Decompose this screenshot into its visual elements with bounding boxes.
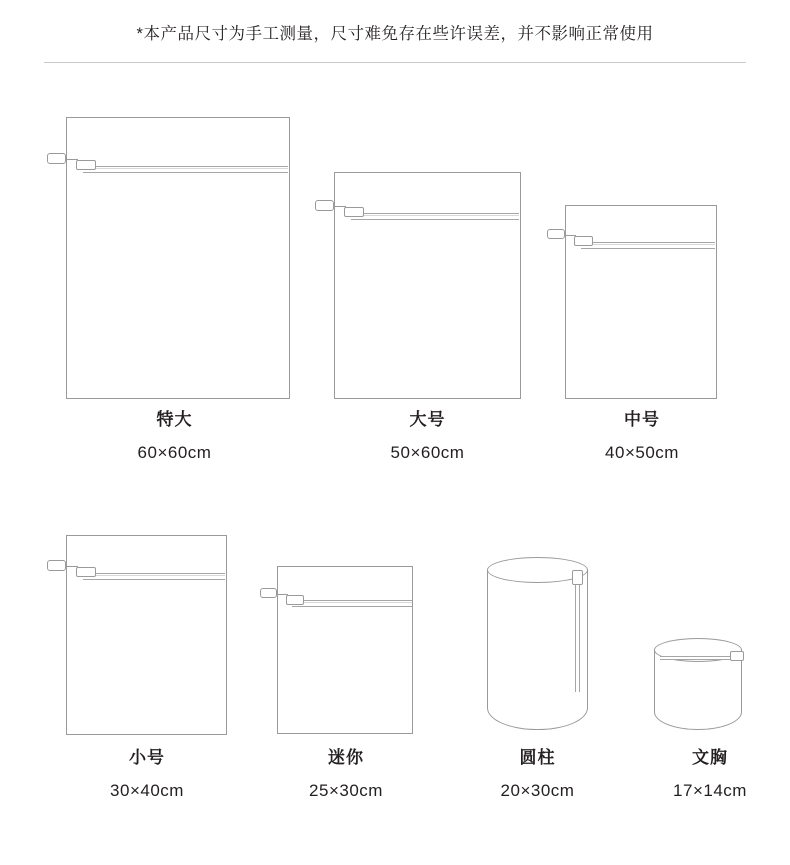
product-caption <box>315 405 540 463</box>
bag-shape <box>565 205 717 399</box>
product-item-6 <box>630 630 790 818</box>
zipper-track <box>83 166 288 173</box>
product-caption <box>630 743 790 801</box>
zipper-puller-head <box>76 160 96 170</box>
product-item-3 <box>47 528 247 818</box>
product-name: 文胸 <box>692 748 728 767</box>
product-size: 17×14cm <box>673 781 747 800</box>
bag-shape <box>66 535 227 735</box>
zipper-puller-head <box>76 567 96 577</box>
product-item-1 <box>315 165 540 460</box>
zipper-teeth <box>83 575 225 576</box>
product-name: 大号 <box>409 410 446 429</box>
cylinder-body <box>487 570 588 730</box>
product-caption <box>455 743 620 801</box>
zipper-teeth <box>292 602 412 603</box>
zipper-puller-tab <box>47 153 66 164</box>
product-item-0 <box>47 110 302 460</box>
product-item-2 <box>547 198 737 460</box>
zipper-puller-head <box>344 207 364 217</box>
product-size: 20×30cm <box>500 781 575 800</box>
zipper-puller-head <box>730 651 744 661</box>
zipper-puller-head <box>574 236 593 246</box>
product-name: 特大 <box>156 410 193 429</box>
product-size: 50×60cm <box>390 443 465 462</box>
cylinder-zipper-track <box>660 656 737 660</box>
zipper-teeth <box>83 168 288 169</box>
product-caption <box>47 743 247 801</box>
product-caption <box>47 405 302 463</box>
product-caption <box>547 405 737 463</box>
zipper-track <box>292 600 412 607</box>
zipper-teeth <box>351 215 519 216</box>
zipper-puller-tab <box>315 200 334 211</box>
header-divider <box>44 62 746 63</box>
zipper-track <box>351 213 519 220</box>
cylinder-zipper-track <box>575 576 580 692</box>
product-name: 圆柱 <box>519 748 556 767</box>
bag-shape <box>277 566 413 734</box>
measurement-note: *本产品尺寸为手工测量，尺寸难免存在些许误差，并不影响正常使用 <box>136 25 654 43</box>
product-name: 中号 <box>624 410 660 429</box>
product-size: 30×40cm <box>110 781 184 800</box>
cylinder-body <box>654 650 742 730</box>
product-item-4 <box>260 560 432 818</box>
product-size: 25×30cm <box>309 781 383 800</box>
zipper-track <box>83 573 225 580</box>
zipper-puller-tab <box>47 560 66 571</box>
zipper-puller-head <box>572 570 583 585</box>
zipper-track <box>581 242 715 249</box>
product-size: 60×60cm <box>137 443 212 462</box>
zipper-puller-head <box>286 595 304 605</box>
zipper-puller-tab <box>547 229 565 239</box>
product-name: 迷你 <box>328 748 364 767</box>
bag-shape <box>66 117 290 399</box>
product-item-5 <box>455 548 620 818</box>
product-caption <box>260 743 432 801</box>
product-name: 小号 <box>129 748 165 767</box>
zipper-puller-tab <box>260 588 277 598</box>
product-size: 40×50cm <box>605 443 679 462</box>
zipper-teeth <box>581 244 715 245</box>
